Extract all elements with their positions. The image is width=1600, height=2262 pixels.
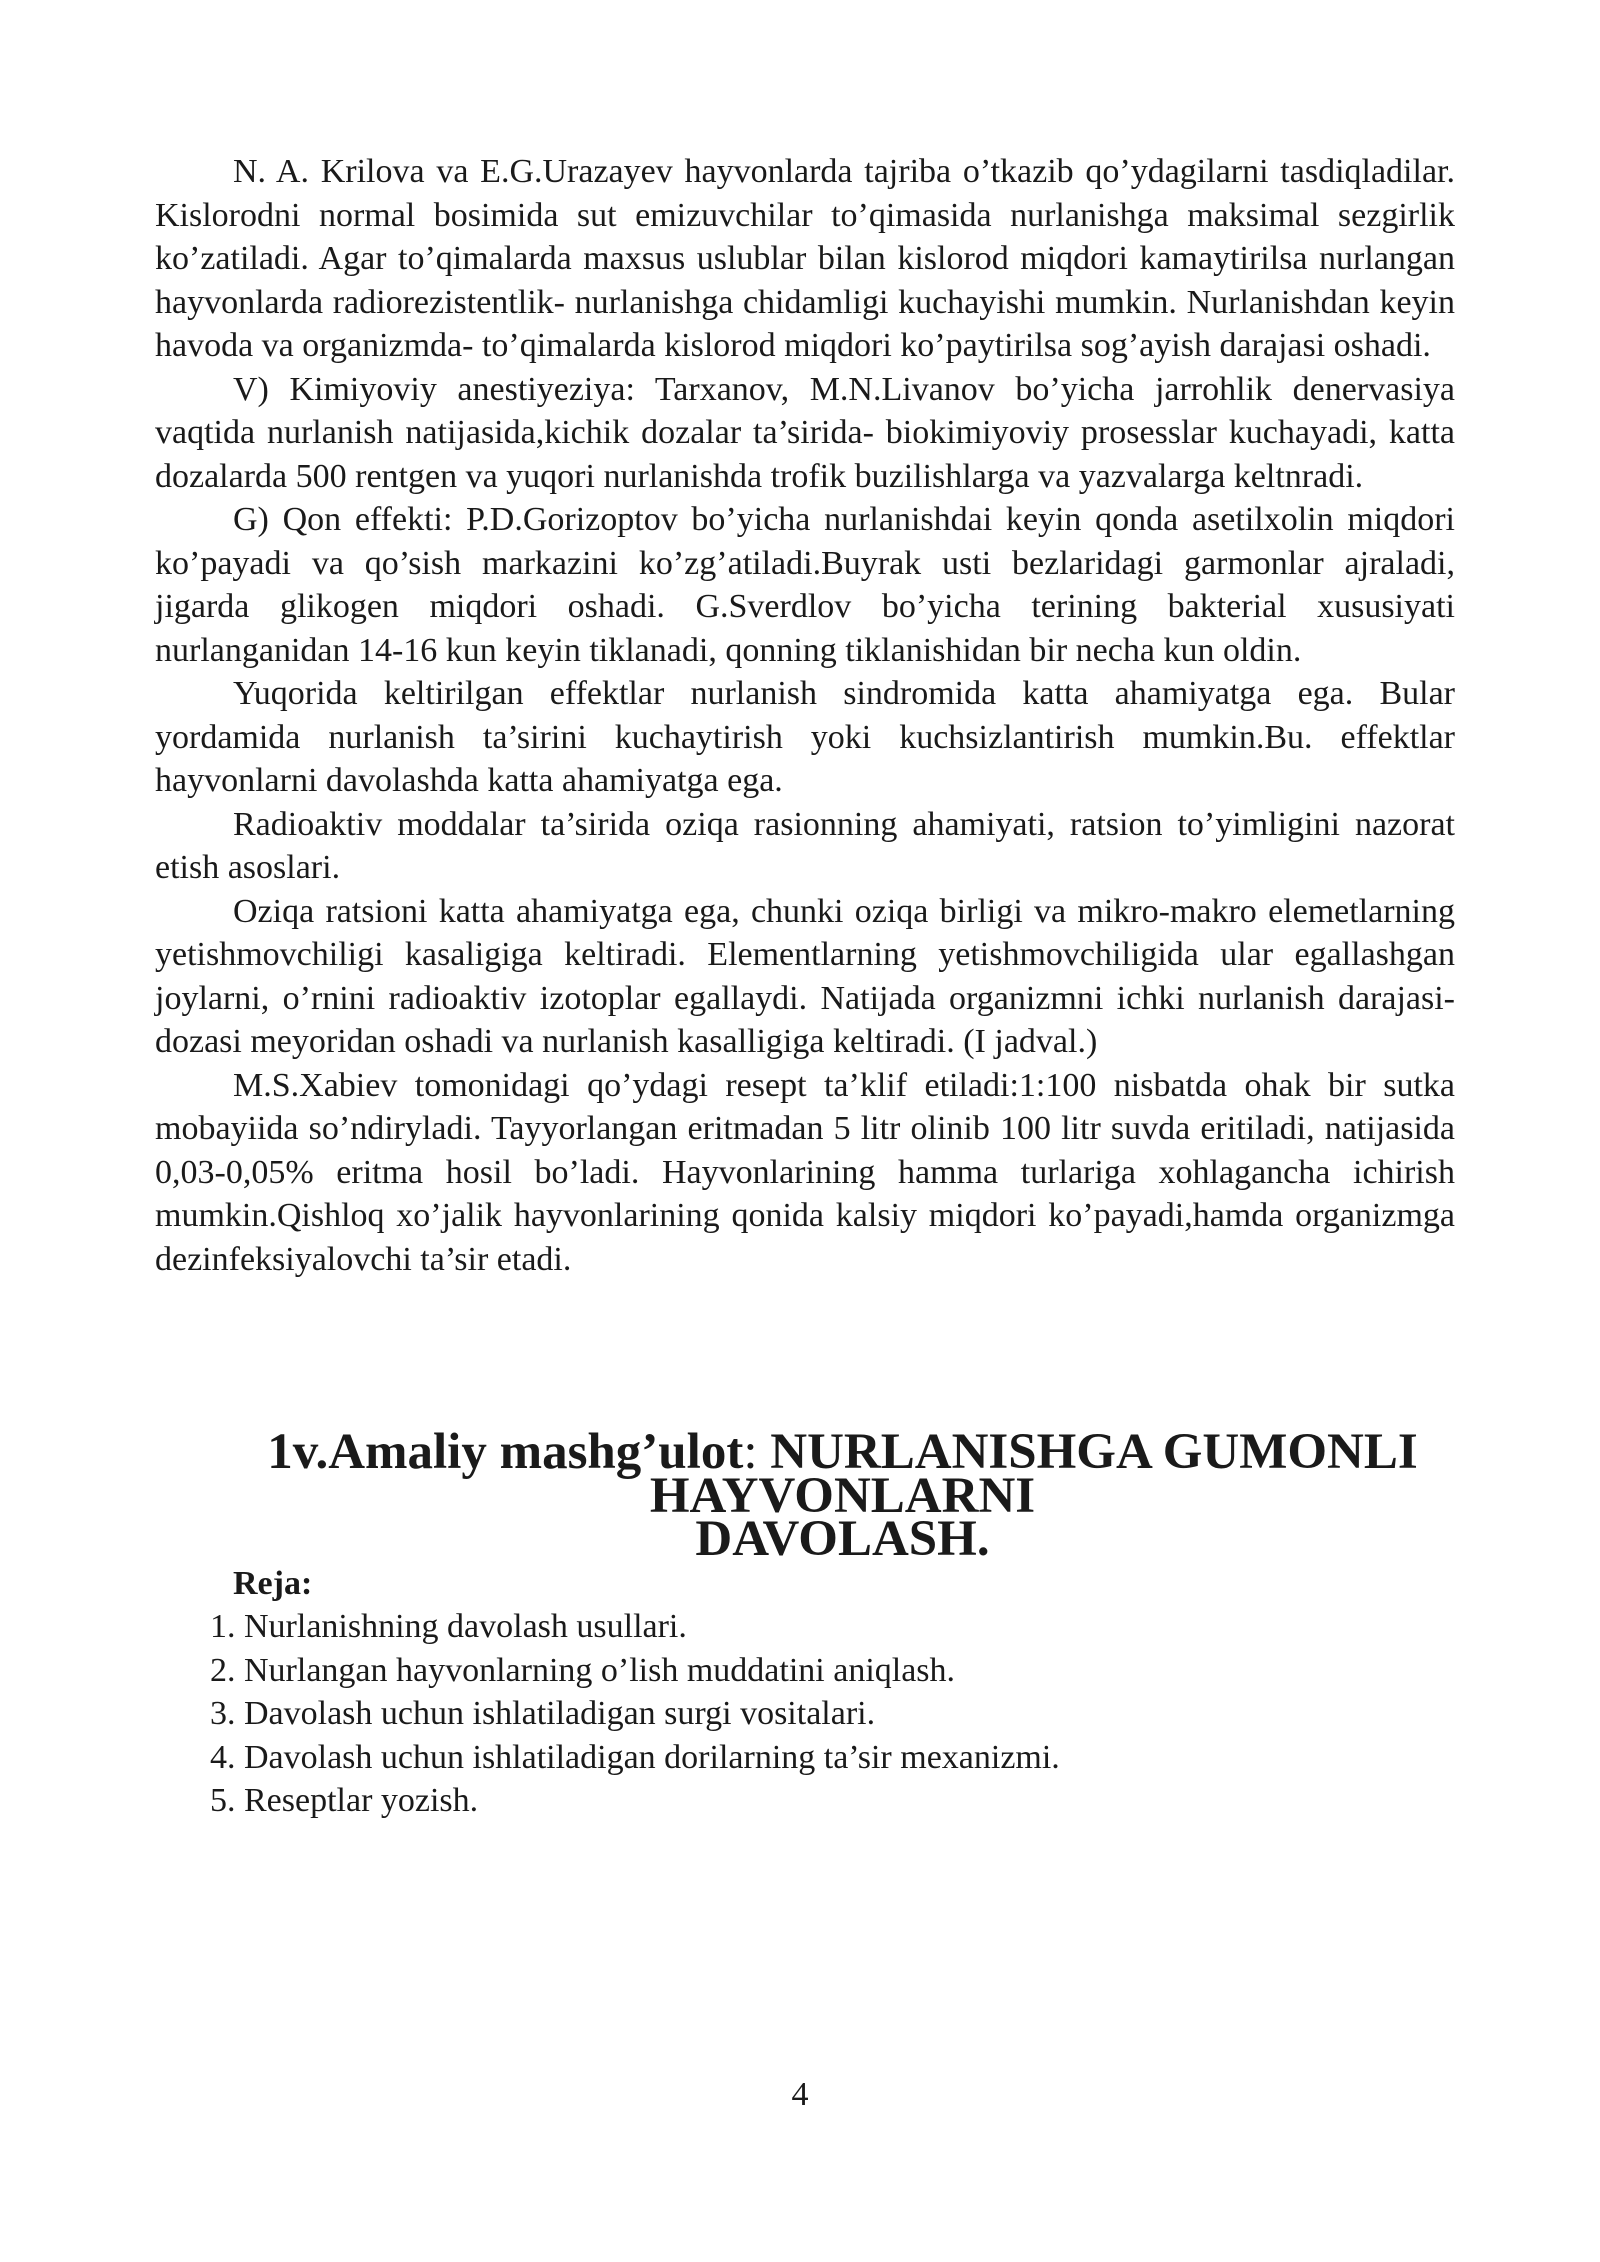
heading-prefix: 1v.Amaliy mashg’ulot xyxy=(267,1424,744,1480)
paragraph-ration-importance: Radioaktiv moddalar ta’sirida oziqa rasionning ahamiyati, ratsion to’yimligini nazorat etish asoslari. xyxy=(155,805,1455,886)
paragraph-chemical-anesthesia: V) Kimiyoviy anestiyeziya: Tarxanov, M.N.Livanov bo’yicha jarrohlik denervasiya vaqtida nurlanish natijasida,kichik dozalar ta’sirida- biokimiyoviy prosesslar kuchayadi, katta dozalarda 500 rentgen va yuqori nurlanishda trofik buzilishlarga va yazvalarga keltnradi. xyxy=(155,370,1455,495)
section-heading xyxy=(155,1424,1455,1567)
paragraph-ration-elements: Oziqa ratsioni katta ahamiyatga ega, chunki oziqa birligi va mikro-makro elemetlarning yetishmovchiligi kasaligiga keltiradi. Elementlarning yetishmovchiligida ular egallashgan joylarni, o’rnini radioaktiv izotoplar egallaydi. Natijada organizmni ichki nurlanish darajasi-dozasi meyoridan oshadi va nurlanish kasalligiga keltiradi. (I jadval.) xyxy=(155,892,1455,1060)
plan-item: 1. Nurlanishning davolash usullari. xyxy=(210,1608,687,1645)
heading-title-line2: DAVOLASH. xyxy=(695,1511,990,1567)
paragraph-blood-effect: G) Qon effekti: P.D.Gorizoptov bo’yicha nurlanishdai keyin qonda asetilxolin miqdori ko’payadi va qo’sish markazini ko’zg’atiladi.Buyrak usti bezlaridagi garmonlar ajraladi, jigarda glikogen miqdori oshadi. G.Sverdlov bo’yicha terining bakterial xususiyati nurlanganidan 14-16 kun keyin tiklanadi, qonning tiklanishidan bir necha kun oldin. xyxy=(155,501,1455,669)
paragraph-effects-summary: Yuqorida keltirilgan effektlar nurlanish sindromida katta ahamiyatga ega. Bular yordamida nurlanish ta’sirini kuchaytirish yoki kuchsizlantirish mumkin.Bu. effektlar hayvonlarni davolashda katta ahamiyatga ega. xyxy=(155,675,1455,799)
section-spacer xyxy=(155,1281,1455,1431)
heading-separator: : xyxy=(743,1424,771,1480)
plan-label: Reja: xyxy=(233,1564,313,1602)
plan-item: 4. Davolash uchun ishlatiladigan dorilarning ta’sir mexanizmi. xyxy=(210,1738,1060,1776)
document-page xyxy=(155,150,1455,1823)
paragraph-krilova: N. A. Krilova va E.G.Urazayev hayvonlarda tajriba o’tkazib qo’ydagilarni tasdiqladilar. Kislorodni normal bosimida sut emizuvchilar to’qimasida nurlanishga maksimal sezgirlik ko’zatiladi. Agar to’qimalarda maxsus uslublar bilan kislorod miqdori kamaytirilsa nurlangan hayvonlarda radiorezistentlik- nurlanishga chidamligi kuchayishi mumkin. Nurlanishdan keyin havoda va organizmda- to’qimalarda kislorod miqdori ko’paytirilsa sog’ayish darajasi oshadi. xyxy=(155,153,1455,364)
plan-list xyxy=(155,1605,1455,1823)
plan-item: 5. Reseptlar yozish. xyxy=(210,1782,479,1819)
heading-title-line1: NURLANISHGA GUMONLI HAYVONLARNI xyxy=(649,1424,1418,1524)
plan-item: 2. Nurlangan hayvonlarning o’lish muddatini aniqlash. xyxy=(210,1651,956,1689)
plan-item: 3. Davolash uchun ishlatiladigan surgi vositalari. xyxy=(210,1695,876,1732)
page-number: 4 xyxy=(791,2076,809,2113)
paragraph-xabiev-recipe: M.S.Xabiev tomonidagi qo’ydagi resept ta’klif etiladi:1:100 nisbatda ohak bir sutka mobayiida so’ndiryladi. Tayyorlangan eritmadan 5 litr olinib 100 litr suvda eritiladi, natijasida 0,03-0,05% eritma hosil bo’ladi. Hayvonlarining hamma turlariga xohlagancha ichirish mumkin.Qishloq xo’jalik hayvonlarining qonida kalsiy miqdori ko’payadi,hamda organizmga dezinfeksiyalovchi ta’sir etadi. xyxy=(155,1066,1455,1278)
